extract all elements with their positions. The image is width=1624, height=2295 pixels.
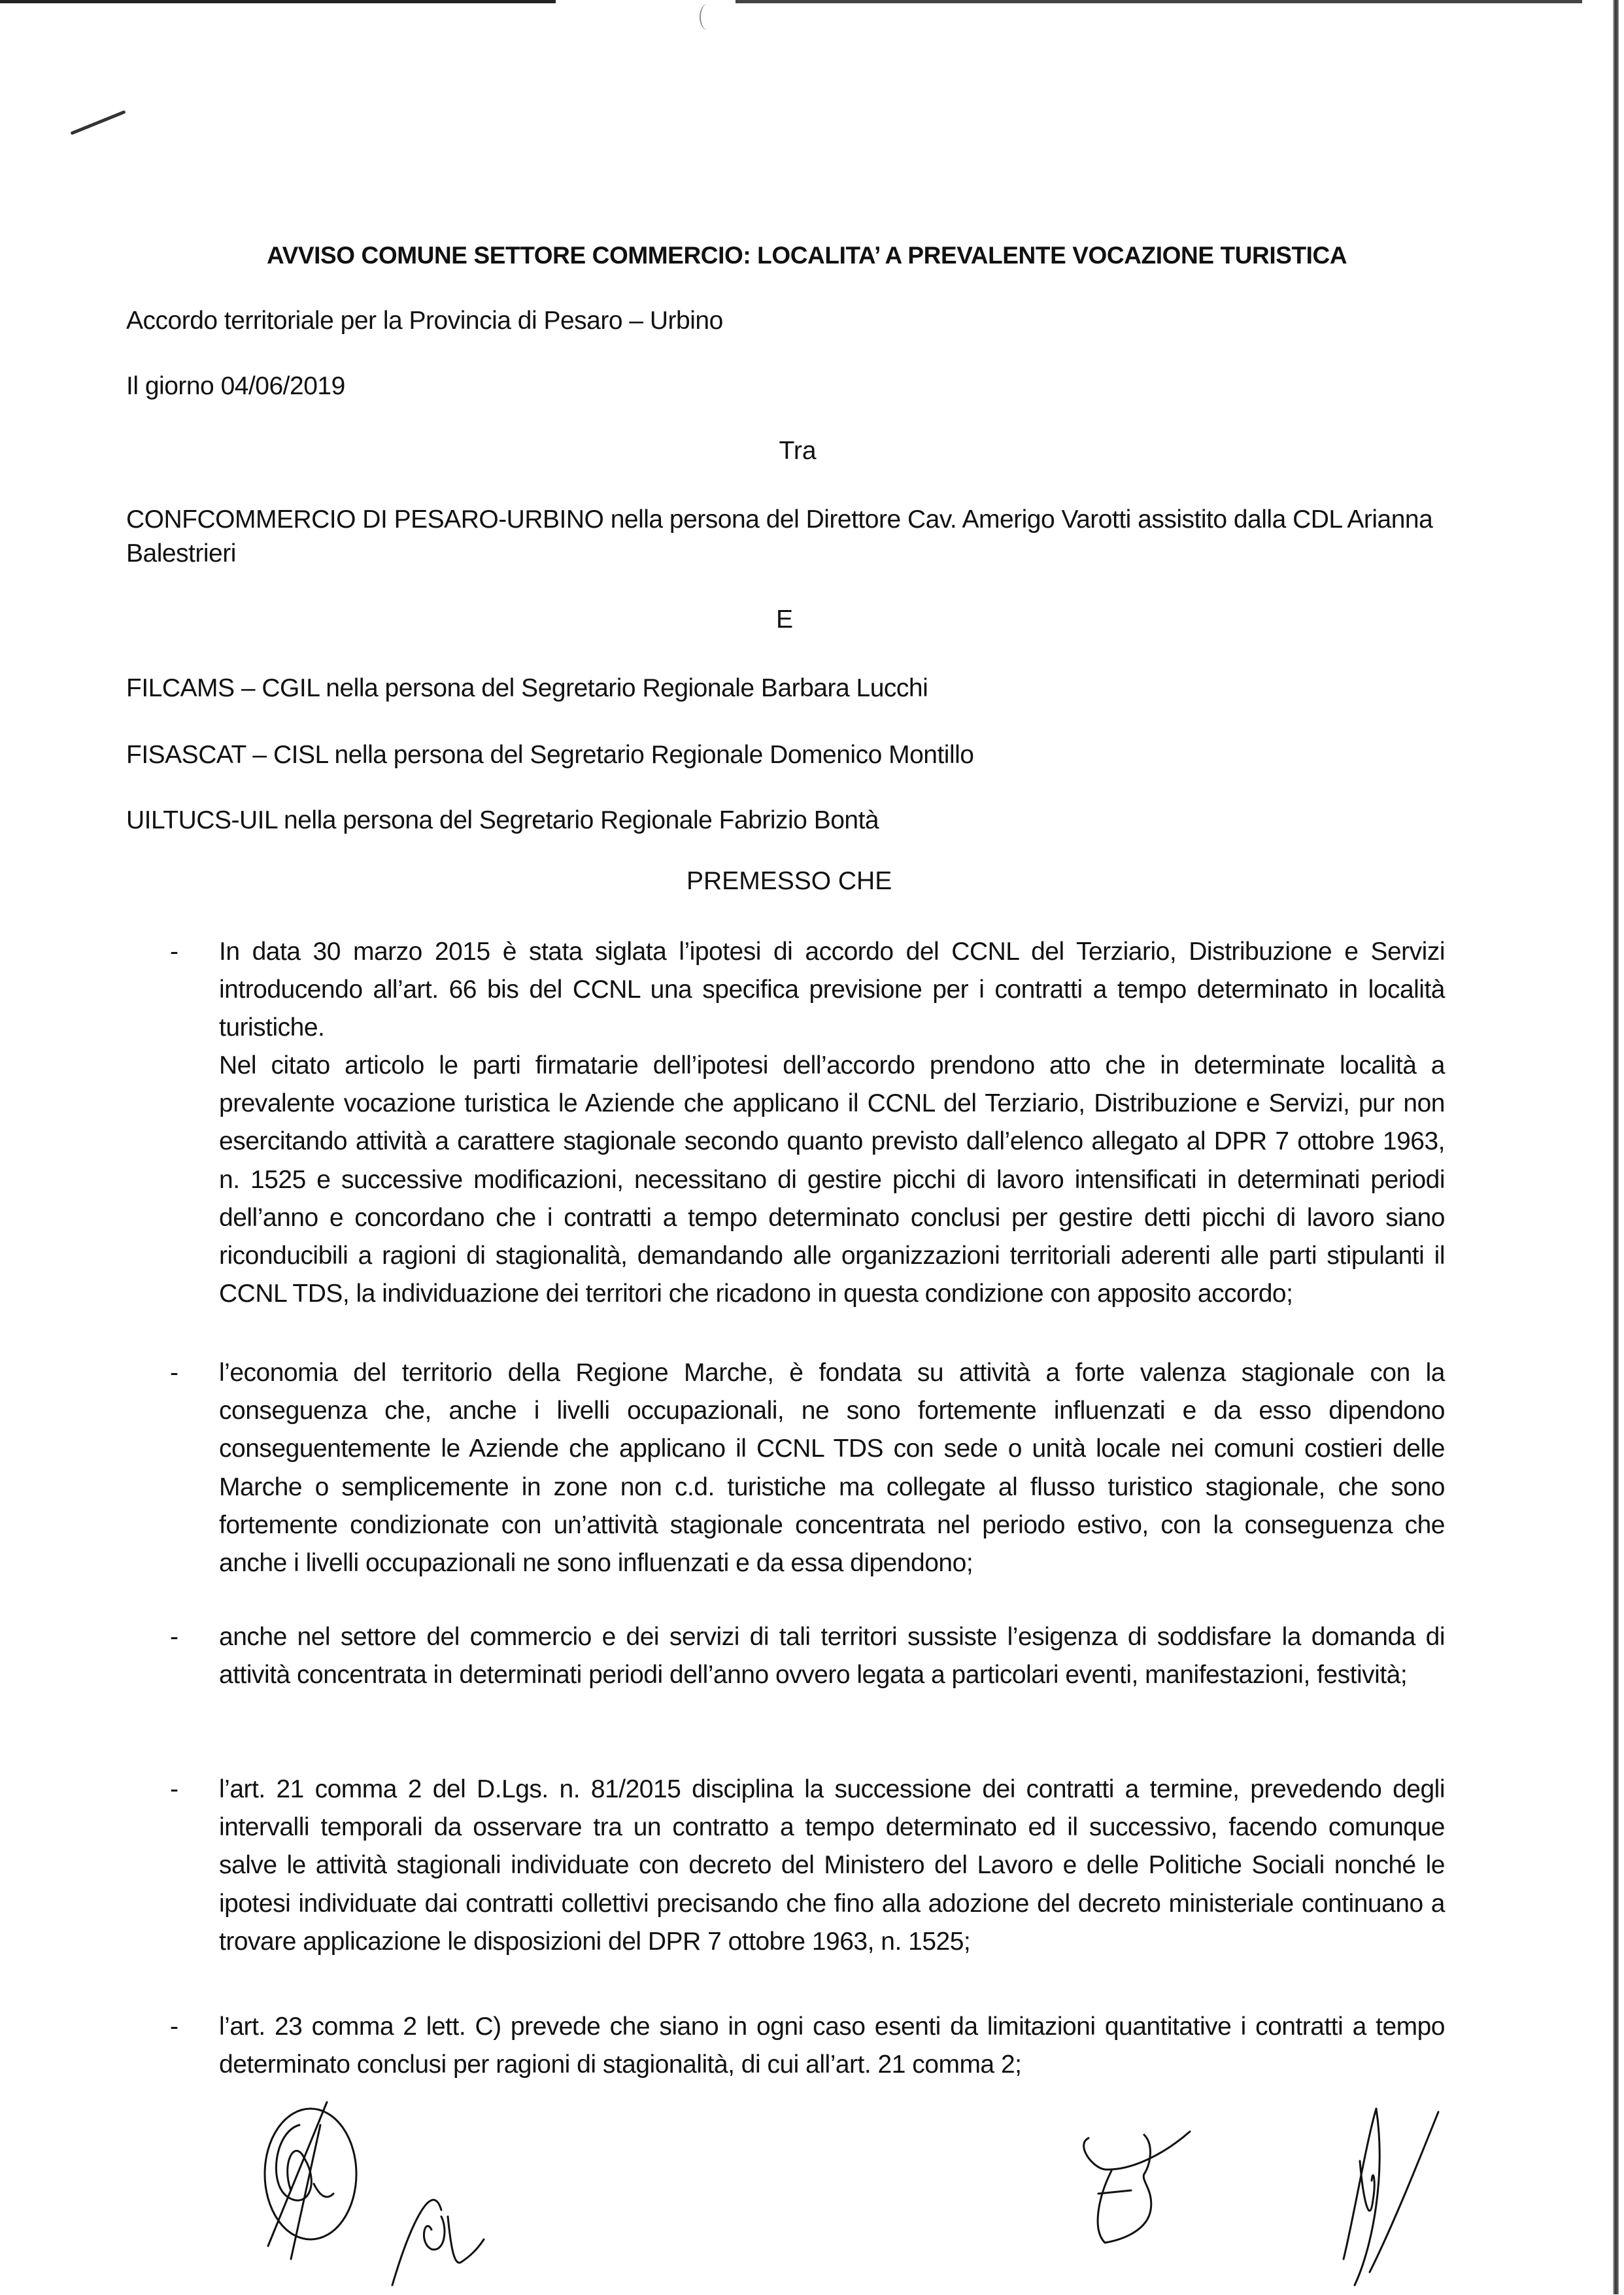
document-subtitle: Accordo territoriale per la Provincia di Pesaro – Urbino (126, 307, 723, 335)
and-label: E (775, 605, 793, 634)
signature-2 (333, 2151, 490, 2285)
scan-border-top-left (0, 0, 556, 3)
party-uiltucs: UILTUCS-UIL nella persona del Segretario Regionale Fabrizio Bontà (126, 806, 879, 834)
between-label: Tra (779, 437, 817, 465)
date-line: Il giorno 04/06/2019 (126, 372, 345, 400)
scan-margin (1621, 0, 1624, 2294)
stray-pen-mark-left (70, 110, 126, 135)
signature-3 (1072, 2118, 1203, 2252)
bullet-marker: - (170, 1775, 178, 1803)
party-confcommercio: CONFCOMMERCIO DI PESARO-URBINO nella persona del Direttore Cav. Amerigo Varotti assistito dalla CDL Arianna (126, 505, 1433, 534)
scan-border-right (1613, 0, 1619, 2294)
bullet-marker: - (170, 2013, 178, 2041)
premesso-heading: PREMESSO CHE (686, 867, 892, 895)
party-filcams: FILCAMS – CGIL nella persona del Segretario Regionale Barbara Lucchi (126, 674, 928, 702)
premise-2-paragraph: l’economia del territorio della Regione Marche, è fondata su attività a forte valenza stagionale con la conseguenza che, anche i livelli occupazionali, ne sono fortemente influenzati e da esso dipendono conseguentemente le Aziende che applicano il CCNL TDS con sede o unità locale nei comuni costieri delle Marche o semplicemente in zone non c.d. turistiche ma collegate al flusso turistico stagionale, che sono fortemente condizionate con un’attività stagionale concentrata nel periodo estivo, con la conseguenza che anche i livelli occupazionali ne sono influenzati e da essa dipendono; (219, 1359, 1445, 1578)
stray-pen-mark-top (700, 4, 715, 30)
premise-1-paragraph-2: Nel citato articolo le parti firmatarie dell’ipotesi dell’accordo prendono atto che in determinate località a prevalente vocazione turistica le Aziende che applicano il CCNL del Terziario, Distribuzione e Servizi, pur non esercitando attività a carattere stagionale secondo quanto previsto dall’elenco allegato al DPR 7 ottobre 1963, n. 1525 e successive modificazioni, necessitano di gestire picchi di lavoro intensificati in determinati periodi dell’anno e concordano che i contratti a tempo determinato conclusi per gestire detti picchi di lavoro siano riconducibili a ragioni di stagionalità, demandando alle organizzazioni territoriali aderenti alle parti stipulanti il CCNL TDS, la individuazione dei territori che ricadono in questa condizione con apposito accordo; (219, 1051, 1445, 1308)
bullet-marker: - (170, 1359, 178, 1387)
premise-1-paragraph-1: In data 30 marzo 2015 è stata siglata l’ipotesi di accordo del CCNL del Terziario, Distribuzione e Servizi introducendo all’art. 66 bis del CCNL una specifica previsione per i contratti a tempo determinato in località turistiche. (219, 938, 1445, 1042)
bullet-marker: - (170, 938, 178, 966)
premise-5-paragraph: l’art. 23 comma 2 lett. C) prevede che siano in ogni caso esenti da limitazioni quantitative i contratti a tempo determinato conclusi per ragioni di stagionalità, di cui all’art. 21 comma 2; (219, 2013, 1445, 2079)
party-confcommercio-continued: Balestrieri (126, 539, 236, 568)
signature-4 (1314, 2096, 1445, 2295)
premise-4-paragraph: l’art. 21 comma 2 del D.Lgs. n. 81/2015 disciplina la successione dei contratti a termine, prevedendo degli intervalli temporali da osservare tra un contratto a tempo determinato ed il successivo, facendo comunque salve le attività stagionali individuate con decreto del Ministero del Lavoro e delle Politiche Sociali nonché le ipotesi individuate dai contratti collettivi precisando che fino alla adozione del decreto ministeriale continuano a trovare applicazione le disposizioni del DPR 7 ottobre 1963, n. 1525; (219, 1775, 1445, 1956)
scan-border-top-right (736, 0, 1582, 3)
premise-3-paragraph: anche nel settore del commercio e dei servizi di tali territori sussiste l’esigenza di soddisfare la domanda di attività concentrata in determinati periodi dell’anno ovvero legata a particolari eventi, manifestazioni, festività; (219, 1623, 1445, 1690)
bullet-marker: - (170, 1623, 178, 1651)
document-title: AVVISO COMUNE SETTORE COMMERCIO: LOCALITA’ A PREVALENTE VOCAZIONE TURISTICA (267, 242, 1347, 269)
party-fisascat: FISASCAT – CISL nella persona del Segretario Regionale Domenico Montillo (126, 741, 974, 769)
